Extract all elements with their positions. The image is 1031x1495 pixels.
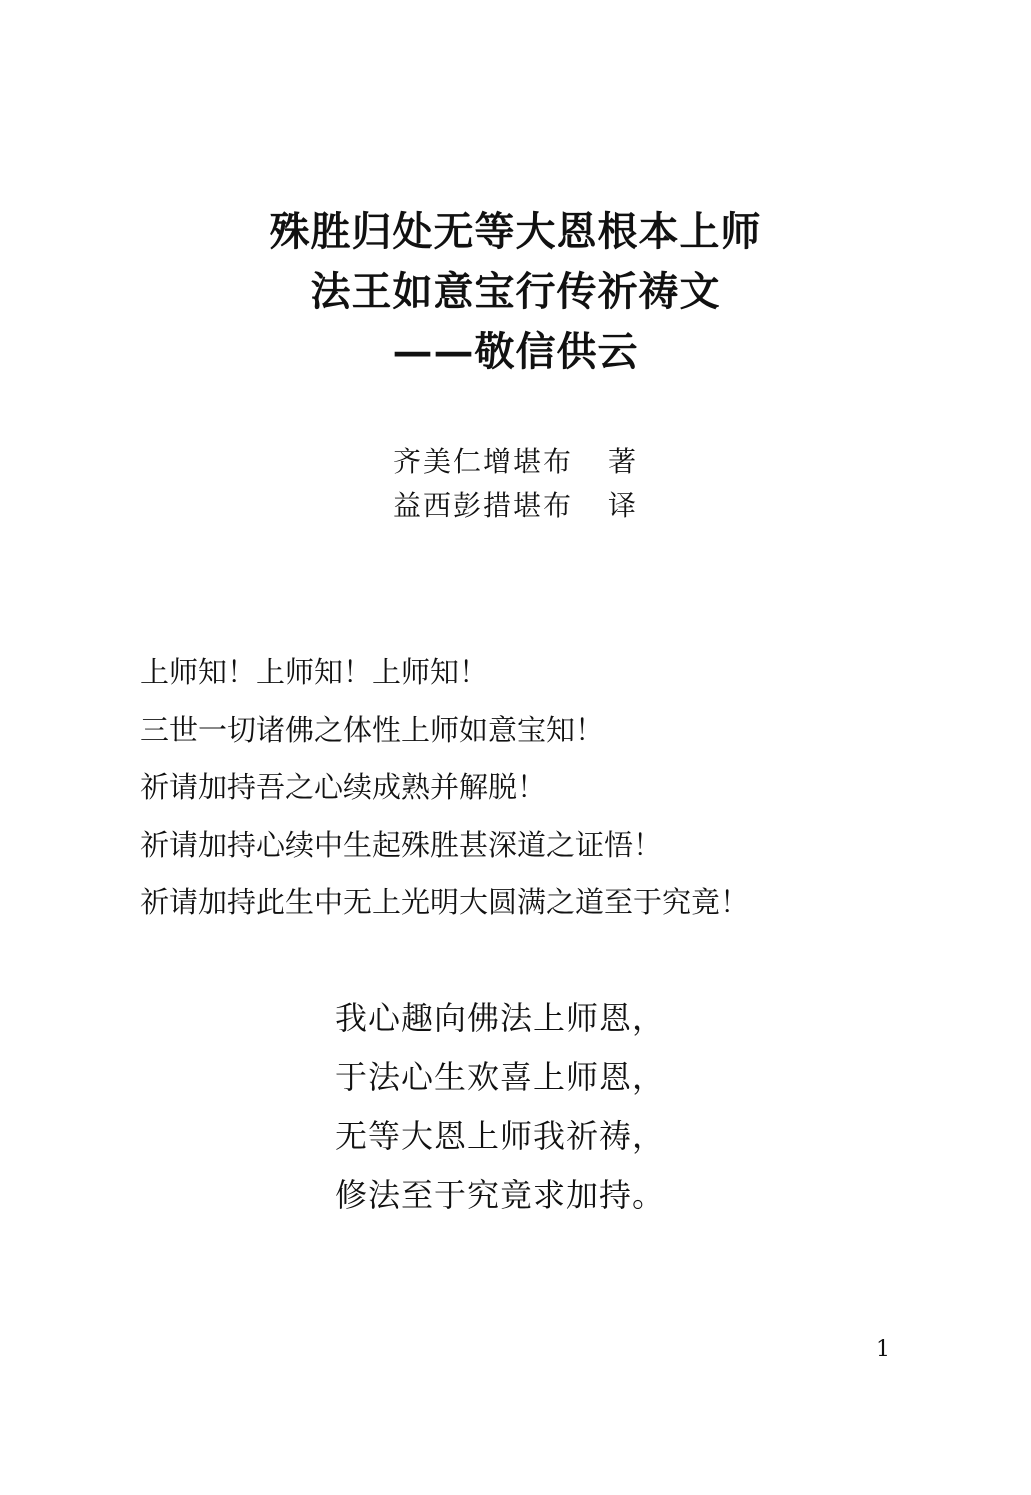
credit-translator [393, 484, 638, 528]
author-role: 著 [608, 445, 639, 478]
document-title [0, 202, 1031, 382]
invocation-line: 三世一切诸佛之体性上师如意宝知！ [140, 712, 605, 747]
page-number: 1 [876, 1337, 890, 1362]
translator-name: 益西彭措堪布 [393, 489, 574, 522]
translator-role: 译 [608, 489, 639, 522]
verse-line: 我心趣向佛法上师恩， [335, 999, 666, 1037]
title-line-1: 殊胜归处无等大恩根本上师 [269, 208, 762, 255]
credit-author [393, 440, 638, 484]
invocation-line: 祈请加持吾之心续成熟并解脱！ [140, 770, 547, 804]
invocation-paragraph [140, 651, 749, 939]
title-line-2: 法王如意宝行传祈祷文 [310, 268, 721, 315]
invocation-line: 祈请加持此生中无上光明大圆满之道至于究竟！ [140, 885, 750, 919]
invocation-line: 祈请加持心续中生起殊胜甚深道之证悟！ [140, 827, 663, 862]
verse-line: 修法至于究竟求加持。 [335, 1176, 666, 1214]
credits [393, 440, 638, 528]
verse-line: 无等大恩上师我祈祷， [335, 1117, 666, 1155]
verse-line: 于法心生欢喜上师恩， [335, 1058, 666, 1096]
title-line-3: ——敬信供云 [392, 328, 639, 375]
author-name: 齐美仁增堪布 [393, 445, 574, 478]
verse-stanza [335, 994, 665, 1230]
invocation-line: 上师知！上师知！上师知！ [140, 655, 489, 689]
